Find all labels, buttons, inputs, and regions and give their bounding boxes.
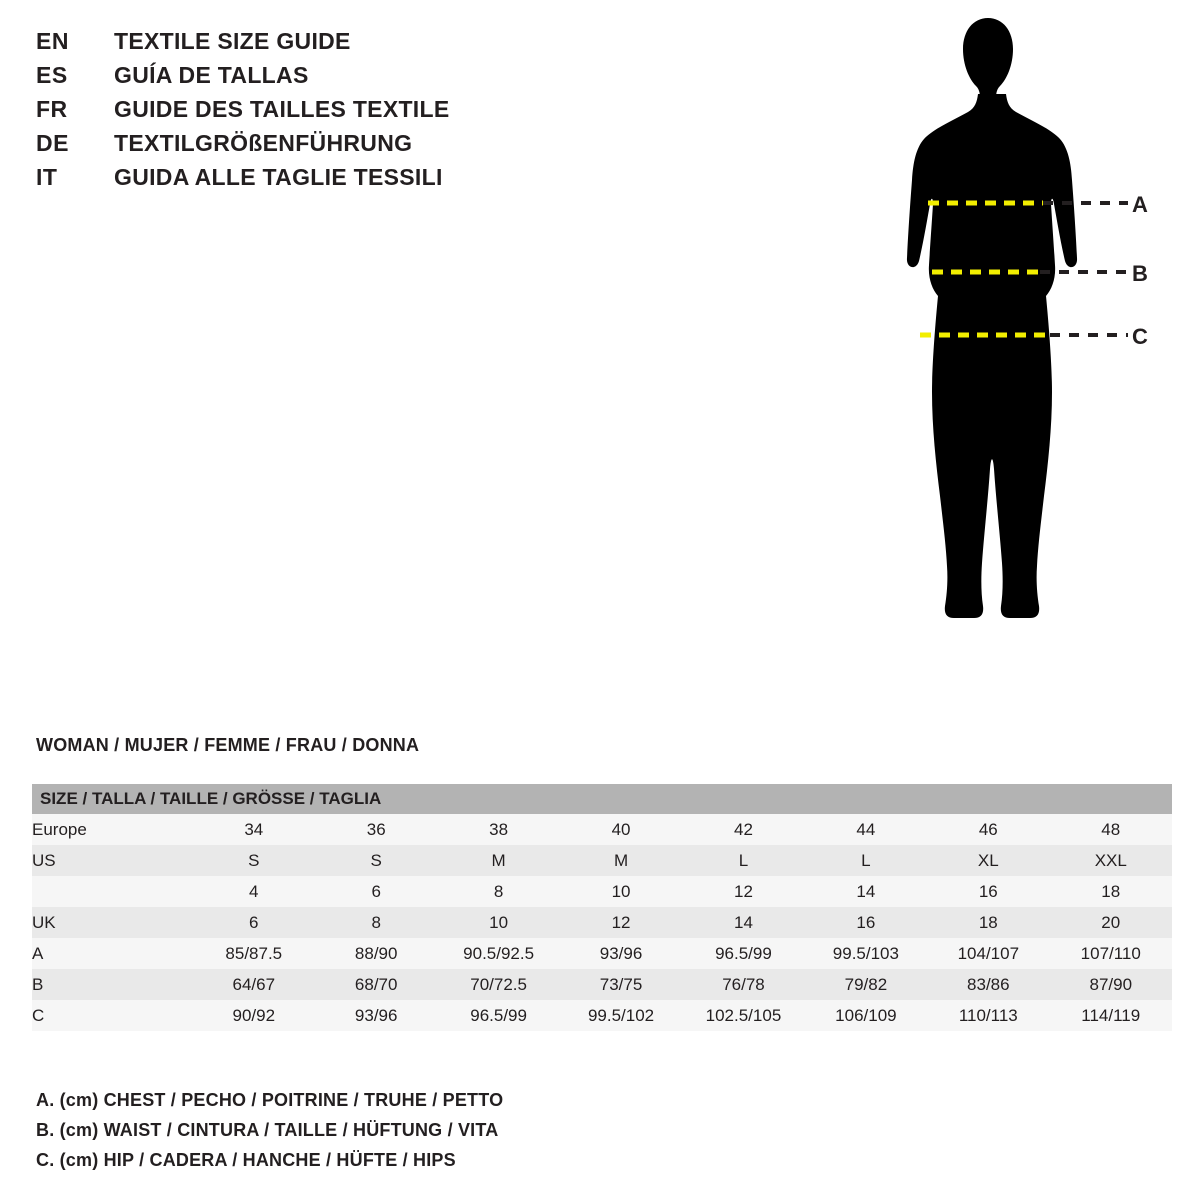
cell-value: 8 [437,876,559,907]
cell-value: 12 [682,876,804,907]
cell-value: 102.5/105 [682,1000,804,1031]
cell-value: 10 [437,907,559,938]
table-row [32,907,1172,938]
cell-value: 79/82 [805,969,927,1000]
cell-value: 16 [927,876,1049,907]
title-language-code: IT [36,164,58,190]
cell-value: 16 [805,907,927,938]
row-label: US [32,845,193,876]
cell-value: M [560,845,682,876]
footnote-hip: C. (cm) HIP / CADERA / HANCHE / HÜFTE / HIPS [36,1150,456,1170]
female-body-figure [860,10,1190,750]
title-row-fr [36,96,736,130]
table-row [32,1000,1172,1031]
cell-value: 106/109 [805,1000,927,1031]
cell-value: 96.5/99 [682,938,804,969]
cell-value: 34 [193,814,315,845]
measure-label-a: A [1132,192,1148,217]
footnote-waist: B. (cm) WAIST / CINTURA / TAILLE / HÜFTUNG / VITA [36,1120,499,1140]
cell-value: 96.5/99 [437,1000,559,1031]
cell-value: 6 [315,876,437,907]
title-language-code: FR [36,96,68,122]
row-label [32,876,193,907]
section-heading-woman: WOMAN / MUJER / FEMME / FRAU / DONNA [36,735,420,755]
cell-value: 38 [437,814,559,845]
cell-value: 110/113 [927,1000,1049,1031]
title-text: TEXTILGRÖßENFÜHRUNG [114,130,413,156]
female-silhouette-icon [860,10,1190,750]
title-text: GUIDE DES TAILLES TEXTILE [114,96,450,122]
measurement-legend [36,1090,936,1180]
cell-value: 18 [927,907,1049,938]
cell-value: M [437,845,559,876]
title-text: TEXTILE SIZE GUIDE [114,28,351,54]
row-label: B [32,969,193,1000]
table-row [32,845,1172,876]
cell-value: 46 [927,814,1049,845]
table-header-row [32,784,1172,814]
cell-value: L [805,845,927,876]
cell-value: 90/92 [193,1000,315,1031]
cell-value: 73/75 [560,969,682,1000]
table-row [32,814,1172,845]
footnote-chest: A. (cm) CHEST / PECHO / POITRINE / TRUHE / PETTO [36,1090,504,1110]
cell-value: XXL [1050,845,1172,876]
row-label: Europe [32,814,193,845]
cell-value: 87/90 [1050,969,1172,1000]
table-row [32,969,1172,1000]
cell-value: 83/86 [927,969,1049,1000]
table-header-label: SIZE / TALLA / TAILLE / GRÖSSE / TAGLIA [32,784,1172,814]
cell-value: 64/67 [193,969,315,1000]
cell-value: 14 [805,876,927,907]
title-language-code: ES [36,62,68,88]
cell-value: 42 [682,814,804,845]
cell-value: 40 [560,814,682,845]
cell-value: S [193,845,315,876]
title-row-it [36,164,736,198]
cell-value: 10 [560,876,682,907]
row-label: A [32,938,193,969]
cell-value: 48 [1050,814,1172,845]
row-label: UK [32,907,193,938]
cell-value: 104/107 [927,938,1049,969]
cell-value: 6 [193,907,315,938]
cell-value: 36 [315,814,437,845]
row-label: C [32,1000,193,1031]
table-row [32,876,1172,907]
measure-label-b: B [1132,261,1148,286]
cell-value: 76/78 [682,969,804,1000]
cell-value: 4 [193,876,315,907]
cell-value: 8 [315,907,437,938]
cell-value: 12 [560,907,682,938]
cell-value: L [682,845,804,876]
table-row [32,938,1172,969]
title-row-es [36,62,736,96]
cell-value: 107/110 [1050,938,1172,969]
cell-value: 114/119 [1050,1000,1172,1031]
title-language-code: DE [36,130,69,156]
title-row-en [36,28,736,62]
cell-value: 85/87.5 [193,938,315,969]
size-guide-title-block [36,28,736,198]
cell-value: 99.5/103 [805,938,927,969]
cell-value: 93/96 [315,1000,437,1031]
cell-value: 70/72.5 [437,969,559,1000]
cell-value: 88/90 [315,938,437,969]
cell-value: S [315,845,437,876]
title-row-de [36,130,736,164]
cell-value: 44 [805,814,927,845]
cell-value: 18 [1050,876,1172,907]
title-language-code: EN [36,28,69,54]
cell-value: 68/70 [315,969,437,1000]
cell-value: 90.5/92.5 [437,938,559,969]
cell-value: 93/96 [560,938,682,969]
title-text: GUIDA ALLE TAGLIE TESSILI [114,164,443,190]
cell-value: XL [927,845,1049,876]
measure-label-c: C [1132,324,1148,349]
cell-value: 99.5/102 [560,1000,682,1031]
size-chart-table [32,784,1172,1031]
title-text: GUÍA DE TALLAS [114,62,309,88]
cell-value: 14 [682,907,804,938]
cell-value: 20 [1050,907,1172,938]
